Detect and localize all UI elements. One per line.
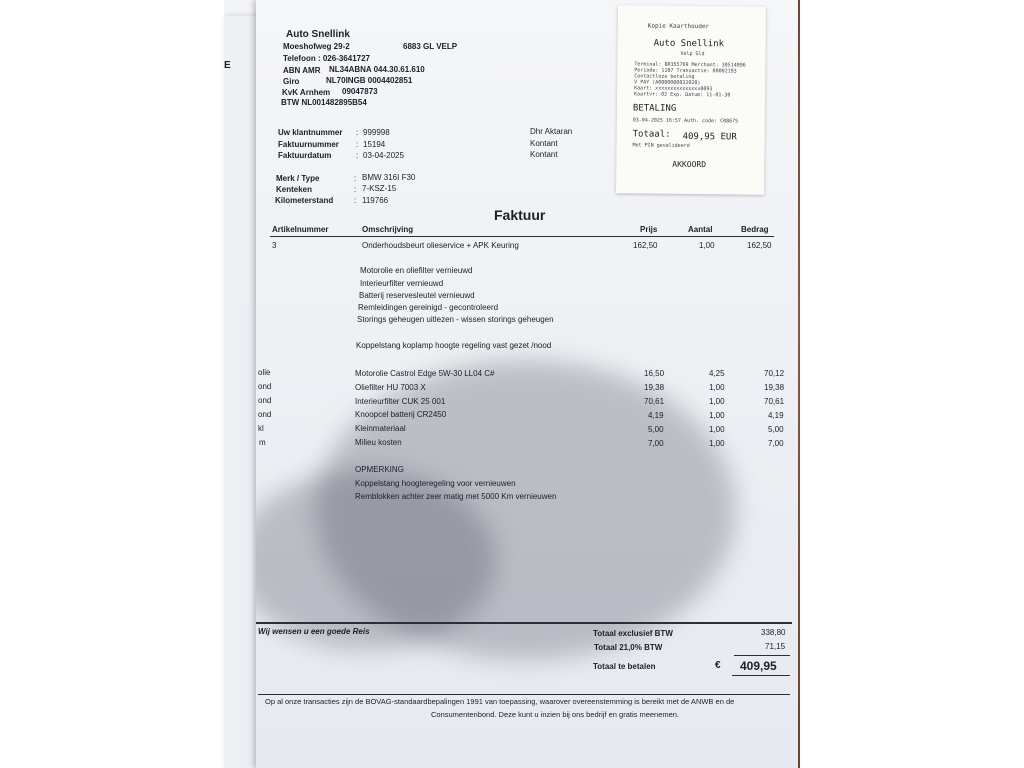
item-qty: 1,00 (709, 397, 725, 406)
excl-label: Totaal exclusief BTW (593, 629, 673, 638)
footer-rule (258, 694, 790, 695)
header-omschrijving: Omschrijving (362, 225, 414, 234)
item-qty: 1,00 (709, 425, 725, 434)
receipt-row: Terminal: 8R355769 Merchant: 30514096 (634, 61, 746, 69)
receipt-total-value: 409,95 EUR (682, 131, 737, 143)
excl-value: 338,80 (761, 628, 786, 637)
abn-value: NL34ABNA 044.30.61.610 (329, 65, 425, 74)
item-price: 19,38 (644, 383, 665, 392)
item-description: Milieu kosten (355, 438, 402, 447)
company-postal-city: 6883 GL VELP (403, 42, 458, 51)
item-code: ond (258, 410, 272, 419)
footer-line-1: Op al onze transacties zijn de BOVAG-standaardbepalingen 1991 van toepassing, waarover overeenstemming is bereikt met de ANWB en de (265, 697, 735, 706)
main-line-description: Onderhoudsbeurt olieservice + APK Keuring (362, 241, 519, 250)
subtotal-rule (734, 655, 790, 656)
receipt-row: Periode: 1107 Transactie: 00002193 (634, 67, 737, 75)
wooden-table (770, 0, 1024, 768)
footer-line-2: Consumentenbond. Deze kunt u inzien bij ons bedrijf en gratis meenemen. (431, 710, 680, 719)
item-code: m (259, 438, 266, 447)
item-qty: 1,00 (709, 411, 725, 420)
item-price: 7,00 (648, 439, 664, 448)
item-description: Interieurfilter CUK 25 001 (355, 397, 446, 406)
receipt-sub: Velp Gld (680, 50, 705, 58)
receipt-row: Kaart: xxxxxxxxxxxxxxx0093 (634, 85, 713, 93)
receipt-row: V PAY (A0000000032020) (634, 79, 701, 87)
item-qty: 1,00 (709, 439, 725, 448)
remark-title: OPMERKING (355, 465, 404, 474)
kenteken-value: 7-KSZ-15 (362, 184, 397, 193)
receipt-pin: Met PIN gevalideerd (632, 142, 690, 149)
kvk-label: KvK Arnhem (282, 88, 331, 97)
faktuurnummer-label: Faktuurnummer (278, 140, 339, 149)
item-amount: 7,00 (768, 439, 784, 448)
item-amount: 4,19 (768, 411, 784, 420)
currency-symbol: € (715, 660, 721, 671)
receipt-company: Auto Snellink (653, 38, 725, 50)
work-note: Remleidingen gereinigd - gecontroleerd (358, 303, 499, 312)
totals-rule (256, 622, 792, 624)
header-aantal: Aantal (688, 225, 713, 234)
item-amount: 70,12 (764, 369, 785, 378)
item-amount: 5,00 (768, 425, 784, 434)
btw-value: 71,15 (765, 642, 786, 651)
payment-2: Kontant (530, 150, 558, 159)
faktuurdatum: 03-04-2025 (363, 151, 404, 160)
item-description: Knoopcel batterij CR2450 (355, 410, 447, 419)
company-phone: Telefoon : 026-3641727 (283, 54, 371, 63)
item-price: 5,00 (648, 425, 664, 434)
kvk-value: 09047873 (342, 87, 378, 96)
work-note: Storings geheugen uitlezen - wissen storings geheugen (357, 315, 554, 324)
header-rule (270, 236, 774, 237)
main-line-qty: 1,00 (699, 241, 715, 250)
invoice-paper: Auto Snellink Moeshofweg 29-2 6883 GL VELP Telefoon : 026-3641727 ABN AMR NL34ABNA 044.30.61.610 Giro NL70INGB 0004402851 KvK Arnhem 09047873 BTW NL001482895B54 Uw klantnummer : 999998 Faktuurnummer : 15194 Faktuurdatum : 03-04-2025 Dhr Aktaran Kontant Kontant Merk / Type : BMW 316I F30 Kenteken : 7-KSZ-15 Kilometerstand : 119766 Faktuur Artikelnummer Omschrijving Prijs Aantal Bedrag 3 Onderhoudsbeurt olieservice + APK Keuring 162,50 1,00 162,50 Motorolie en oliefilter vernieuwd Interieurfilter vernieuwd Batterij reservesleutel vernieuwd Remleidingen gereinigd - gecontroleerd Storings geheugen uitlezen - wissen storings geheugen Koppelstang koplamp hoogte regeling vast gezet /nood olie Motorolie Castrol Edge 5W-30 LL04 C# 16,50 4,25 70,12 ond Oliefilter HU 7003 X 19,38 1,00 19,38 ond Interieurfilter CUK 25 001 70,61 1,00 70,61 ond Knoopcel batterij CR2450 4,19 1,00 4,19 kl Kleinmateriaal 5,00 1,00 5,00 m Milieu kosten 7,00 1,00 7,00 OPMERKING Koppelstang hoogteregeling voor vernieuwen Remblokken achter zeer matig met 5000 Km vernieuwen Wij wensen u een goede Reis Totaal exclusief BTW 338,80 Totaal 21,0% BTW 71,15 Totaal te betalen € 409,95 Op al onze transacties zijn de BOVAG-standaardbepalingen 1991 van toepassing, waarover overeenstemming is bereikt met de ANWB en de Consumentenbond. Deze kunt u inzien bij ons bedrijf en gratis meenemen. (256, 0, 798, 768)
receipt-akkoord: AKKOORD (672, 159, 707, 170)
abn-label: ABN AMR (283, 66, 321, 75)
invoice-title: Faktuur (494, 207, 546, 223)
kenteken-label: Kenteken (276, 185, 313, 194)
receipt-total-label: Totaal: (632, 129, 671, 140)
giro-value: NL70INGB 0004402851 (326, 76, 413, 85)
item-price: 70,61 (644, 397, 665, 406)
faktuurnummer: 15194 (363, 140, 386, 149)
receipt-row: Kaartvr: 02 Exp. Datum: 11-01-30 (634, 91, 731, 99)
item-code: kl (258, 424, 264, 433)
item-price: 16,50 (644, 369, 665, 378)
km-label: Kilometerstand (275, 196, 334, 205)
header-artikelnummer: Artikelnummer (272, 225, 329, 234)
faktuurdatum-label: Faktuurdatum (278, 151, 332, 160)
work-note: Motorolie en oliefilter vernieuwd (360, 266, 473, 275)
payment-1: Kontant (530, 139, 558, 148)
km-value: 119766 (362, 196, 389, 205)
main-line-price: 162,50 (633, 241, 658, 250)
item-code: ond (258, 382, 272, 391)
main-line-code: 3 (272, 241, 277, 250)
item-code: ond (258, 396, 272, 405)
total-rule (732, 675, 790, 676)
giro-label: Giro (283, 77, 300, 86)
item-qty: 1,00 (709, 383, 725, 392)
receipt-header: Kopie Kaarthouder (647, 22, 710, 31)
item-description: Kleinmateriaal (355, 424, 406, 433)
item-price: 4,19 (648, 411, 664, 420)
pin-receipt (616, 5, 766, 195)
header-prijs: Prijs (640, 225, 658, 234)
work-note: Koppelstang koplamp hoogte regeling vast gezet /nood (356, 341, 552, 350)
receipt-date: 03-04-2025 16:57 Auth. code: C08675 (632, 117, 739, 125)
receipt-betaling: BETALING (632, 103, 677, 114)
pay-label: Totaal te betalen (593, 662, 656, 671)
klantnummer: 999998 (363, 128, 390, 137)
item-qty: 4,25 (709, 369, 725, 378)
merk-label: Merk / Type (276, 174, 320, 183)
work-note: Interieurfilter vernieuwd (360, 279, 444, 288)
btw-label: Totaal 21,0% BTW (594, 643, 663, 652)
pay-value: 409,95 (740, 659, 777, 673)
item-description: Oliefilter HU 7003 X (355, 383, 426, 392)
klantnummer-label: Uw klantnummer (278, 128, 343, 137)
under-sheet-mark: E (224, 60, 231, 71)
customer-name: Dhr Aktaran (530, 127, 573, 136)
item-description: Motorolie Castrol Edge 5W-30 LL04 C# (355, 369, 495, 378)
company-name: Auto Snellink (286, 29, 350, 40)
company-street: Moeshofweg 29-2 (283, 42, 350, 51)
item-amount: 19,38 (764, 383, 785, 392)
wish-text: Wij wensen u een goede Reis (258, 627, 370, 636)
item-code: olie (258, 368, 271, 377)
header-bedrag: Bedrag (741, 225, 769, 234)
merk-value: BMW 316I F30 (362, 173, 416, 182)
main-line-amount: 162,50 (747, 241, 772, 250)
receipt-row: Contactloze betaling (634, 73, 695, 81)
remark-line: Remblokken achter zeer matig met 5000 Km vernieuwen (355, 492, 557, 501)
work-note: Batterij reservesleutel vernieuwd (359, 291, 475, 300)
btw-number: BTW NL001482895B54 (281, 98, 367, 107)
item-amount: 70,61 (764, 397, 785, 406)
remark-line: Koppelstang hoogteregeling voor vernieuwen (355, 479, 516, 488)
